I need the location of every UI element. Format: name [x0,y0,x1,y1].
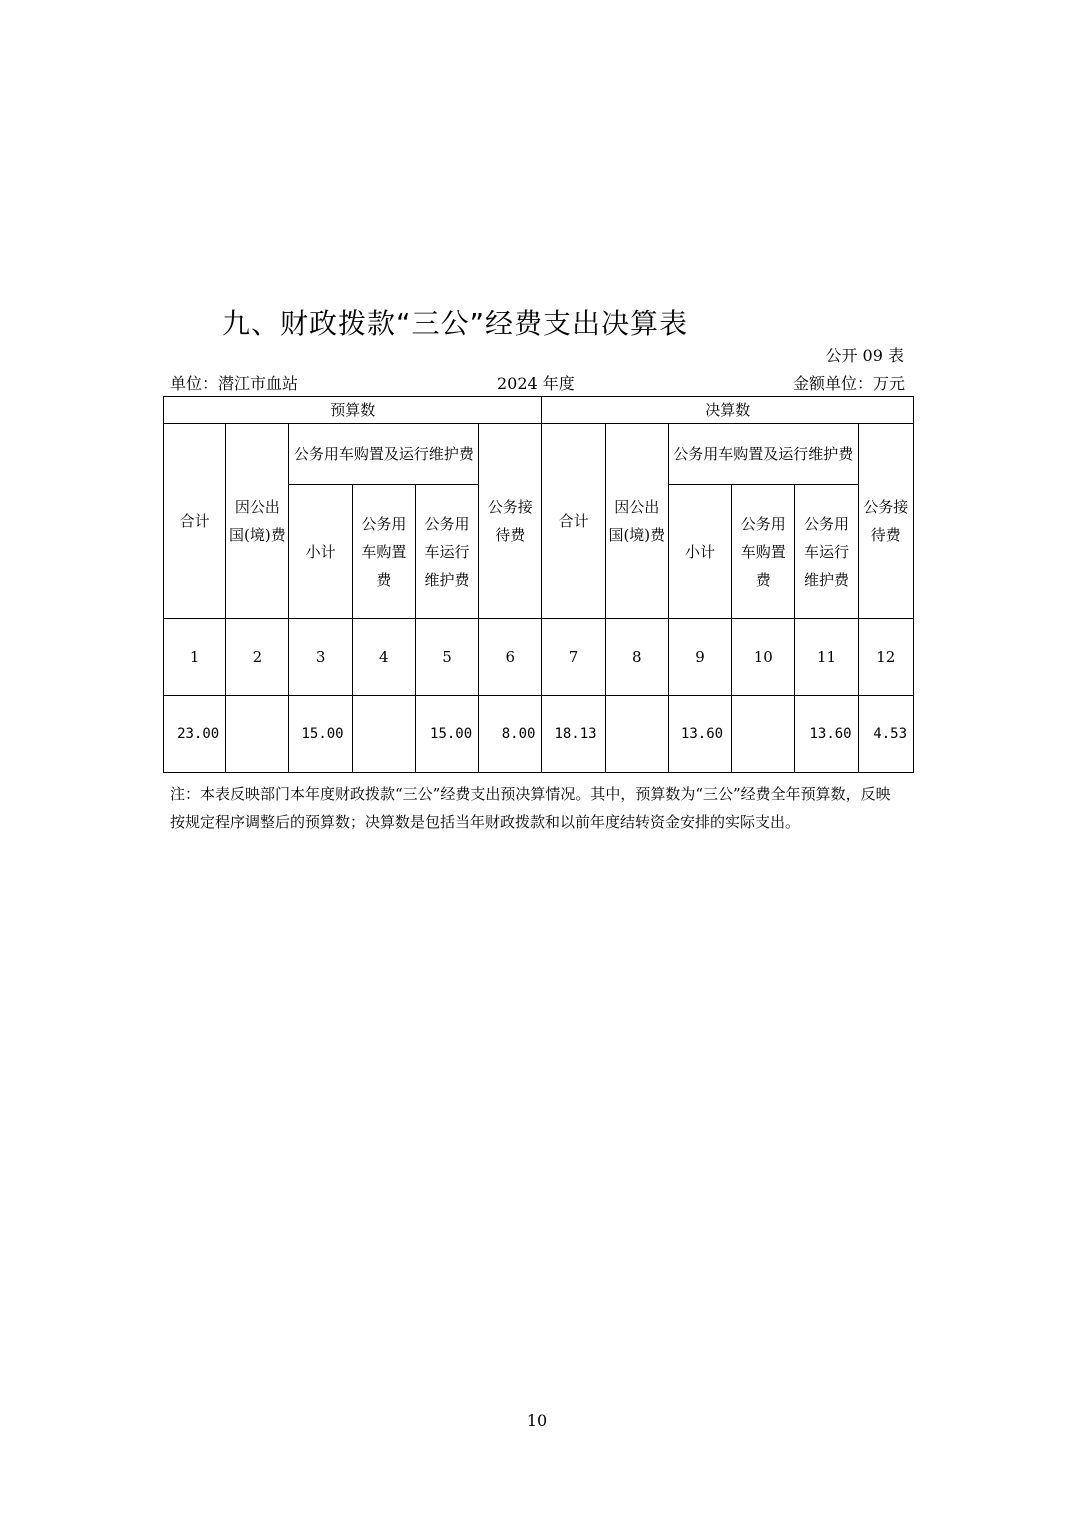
column-number: 6 [479,619,542,696]
header-row-1 [164,424,914,485]
value-cell-budget-abroad [226,696,289,773]
final-total-header: 合计 [542,424,605,619]
final-car-operation-header: 公务用车运行维护费 [795,485,858,619]
final-car-group-header: 公务用车购置及运行维护费 [668,424,858,485]
budget-abroad-header: 因公出国(境)费 [226,424,289,619]
budget-reception-header: 公务接待费 [479,424,542,619]
page-title: 九、财政拨款“三公”经费支出决算表 [222,307,689,340]
column-number: 8 [605,619,668,696]
column-number: 9 [668,619,731,696]
value-cell-budget-car-purchase [352,696,415,773]
final-subtotal-header: 小计 [668,485,731,619]
group-header-row [164,397,914,424]
budget-group-header: 预算数 [164,397,542,424]
value-cell-budget-reception: 8.00 [479,696,542,773]
budget-subtotal-header: 小计 [289,485,352,619]
form-number: 公开 09 表 [825,346,904,365]
column-number: 5 [415,619,478,696]
value-cell-final-subtotal: 13.60 [668,696,731,773]
value-cell-final-total: 18.13 [542,696,605,773]
column-number: 10 [732,619,795,696]
column-number: 3 [289,619,352,696]
value-cell-budget-car-operation: 15.00 [415,696,478,773]
column-number: 1 [164,619,226,696]
final-group-header: 决算数 [542,397,914,424]
final-abroad-header: 因公出国(境)费 [605,424,668,619]
budget-total-header: 合计 [164,424,226,619]
table-note: 注：本表反映部门本年度财政拨款“三公”经费支出预决算情况。其中，预算数为“三公”经费全年预算数，反映按规定程序调整后的预算数；决算数是包括当年财政拨款和以前年度结转资金安排的实际支出。 [170,785,891,831]
column-number: 4 [352,619,415,696]
final-reception-header: 公务接待费 [858,424,913,619]
column-number: 11 [795,619,858,696]
column-number: 7 [542,619,605,696]
column-number: 12 [858,619,913,696]
value-cell-budget-subtotal: 15.00 [289,696,352,773]
budget-car-purchase-header: 公务用车购置费 [352,485,415,619]
budget-car-operation-header: 公务用车运行维护费 [415,485,478,619]
three-public-expenses-table [163,396,914,773]
value-cell-final-car-purchase [732,696,795,773]
meta-row [170,371,905,393]
unit-label: 单位：潜江市血站 [170,374,299,393]
value-row [164,696,914,773]
currency-label: 金额单位：万元 [792,374,905,393]
value-cell-final-reception: 4.53 [858,696,913,773]
final-car-purchase-header: 公务用车购置费 [732,485,795,619]
value-cell-final-car-operation: 13.60 [795,696,858,773]
budget-car-group-header: 公务用车购置及运行维护费 [289,424,479,485]
value-cell-budget-total: 23.00 [164,696,226,773]
value-cell-final-abroad [605,696,668,773]
year-label: 2024 年度 [497,374,575,393]
page-number: 10 [526,1411,548,1430]
column-number-row [164,619,914,696]
column-number: 2 [226,619,289,696]
